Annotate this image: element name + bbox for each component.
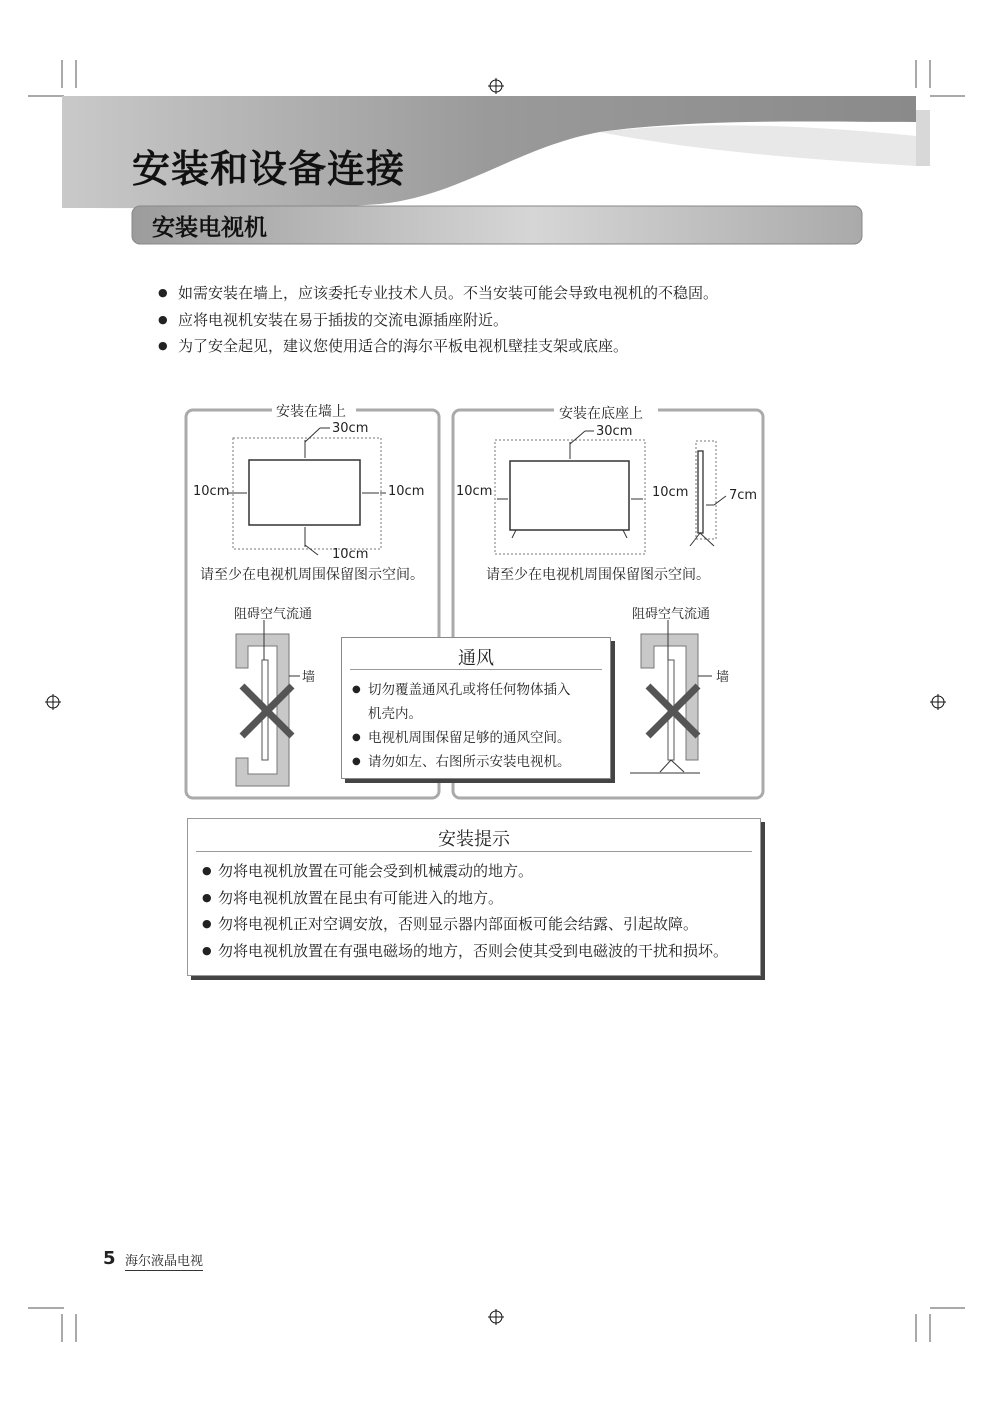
- stand-side-clearance: 7cm: [729, 488, 758, 503]
- page-number: 5: [103, 1248, 116, 1269]
- wall-bottom-clearance: 10cm: [332, 547, 369, 562]
- list-item: ● 为了安全起见，建议您使用适合的海尔平板电视机壁挂支架或底座。: [158, 333, 718, 360]
- stand-panel-title: 安装在底座上: [559, 406, 643, 422]
- blocked-wall-left: [236, 620, 300, 786]
- wall-right-clearance: 10cm: [388, 484, 425, 499]
- stand-tv-diagram: [495, 431, 726, 554]
- wall-label-left: 墙: [302, 670, 316, 685]
- tips-title: 安装提示: [438, 829, 510, 850]
- tips-list: [202, 858, 728, 964]
- ventilation-list: [352, 678, 571, 774]
- blocked-stand-right: [630, 620, 712, 773]
- wall-blocked-label: 阻碍空气流通: [234, 607, 313, 622]
- list-item: ● 勿将电视机放置在可能会受到机械震动的地方。: [202, 858, 728, 885]
- installation-tips-box: [187, 818, 761, 976]
- stand-left-clearance: 10cm: [456, 484, 493, 499]
- list-item: ● 勿将电视机放置在昆虫有可能进入的地方。: [202, 885, 728, 912]
- footer-product-name: 海尔液晶电视: [125, 1250, 203, 1271]
- stand-caption: 请至少在电视机周围保留图示空间。: [486, 567, 710, 583]
- stand-right-clearance: 10cm: [652, 485, 689, 500]
- list-item: ● 电视机周围保留足够的通风空间。: [352, 726, 571, 750]
- list-item: ● 应将电视机安装在易于插拔的交流电源插座附近。: [158, 307, 718, 334]
- stand-blocked-label: 阻碍空气流通: [632, 607, 711, 622]
- intro-list: [158, 280, 718, 360]
- stand-top-clearance: 30cm: [596, 424, 633, 439]
- list-item: ● 如需安装在墙上，应该委托专业技术人员。不当安装可能会导致电视机的不稳固。: [158, 280, 718, 307]
- list-item-continuation: 机壳内。: [368, 706, 422, 722]
- wall-tv-diagram: [228, 428, 386, 555]
- page-title: 安装和设备连接: [132, 147, 406, 191]
- wall-label-right: 墙: [716, 670, 730, 685]
- wall-left-clearance: 10cm: [193, 484, 230, 499]
- list-item: ● 勿将电视机放置在有强电磁场的地方，否则会使其受到电磁波的干扰和损坏。: [202, 938, 728, 965]
- section-heading: 安装电视机: [152, 215, 267, 241]
- wall-panel-title: 安装在墙上: [276, 404, 346, 420]
- list-item: ● 请勿如左、右图所示安装电视机。: [352, 750, 571, 774]
- list-item: ● 切勿覆盖通风孔或将任何物体插入: [352, 678, 571, 702]
- list-item: ● 勿将电视机正对空调安放，否则显示器内部面板可能会结露、引起故障。: [202, 911, 728, 938]
- wall-caption: 请至少在电视机周围保留图示空间。: [200, 567, 424, 583]
- ventilation-title: 通风: [458, 648, 494, 669]
- wall-top-clearance: 30cm: [332, 421, 369, 436]
- ventilation-box: [341, 637, 611, 779]
